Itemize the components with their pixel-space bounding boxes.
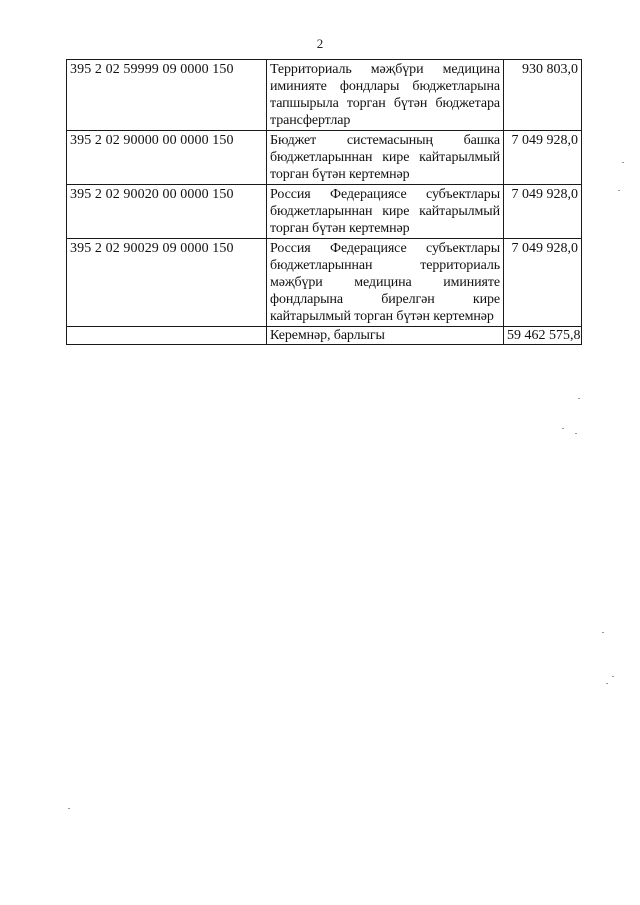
scan-speck [606,683,608,684]
table-row [67,131,582,185]
amount-cell: 930 803,0 [504,60,582,131]
budget-revenue-table [66,59,582,345]
budget-code-cell: 395 2 02 90000 00 0000 150 [67,131,267,185]
total-label-cell: Керемнәр, барлыгы [267,327,504,345]
revenue-name-cell: Бюджет системасының башка бюджетларыннан кире кайтарылмый торган бүтән кертемнәр [267,131,504,185]
total-code-cell [67,327,267,345]
scan-speck [602,632,604,633]
scan-speck [622,162,624,163]
total-amount-cell: 59 462 575,8 [504,327,582,345]
table-row [67,60,582,131]
table-row [67,185,582,239]
amount-cell: 7 049 928,0 [504,131,582,185]
scan-speck [618,190,620,191]
scan-speck [562,428,564,429]
scan-speck [612,676,614,677]
total-row [67,327,582,345]
scan-speck [578,398,580,399]
revenue-name-cell: Россия Федерациясе субъектлары бюджетларыннан кире кайтарылмый торган бүтән кертемнәр [267,185,504,239]
page-number: 2 [316,36,324,51]
amount-cell: 7 049 928,0 [504,239,582,327]
revenue-name-cell: Россия Федерациясе субъектлары бюджетларыннан территориаль мәҗбүри медицина иминияте фондларына бирелгән кире кайтарылмый торган бүтән кертемнәр [267,239,504,327]
scan-speck [575,433,577,434]
revenue-name-cell: Территориаль мәҗбүри медицина иминияте фондлары бюджетларына тапшырыла торган бүтән бюджетара трансфертлар [267,60,504,131]
budget-code-cell: 395 2 02 59999 09 0000 150 [67,60,267,131]
amount-cell: 7 049 928,0 [504,185,582,239]
table-row [67,239,582,327]
budget-code-cell: 395 2 02 90029 09 0000 150 [67,239,267,327]
scan-speck [68,808,70,809]
budget-code-cell: 395 2 02 90020 00 0000 150 [67,185,267,239]
